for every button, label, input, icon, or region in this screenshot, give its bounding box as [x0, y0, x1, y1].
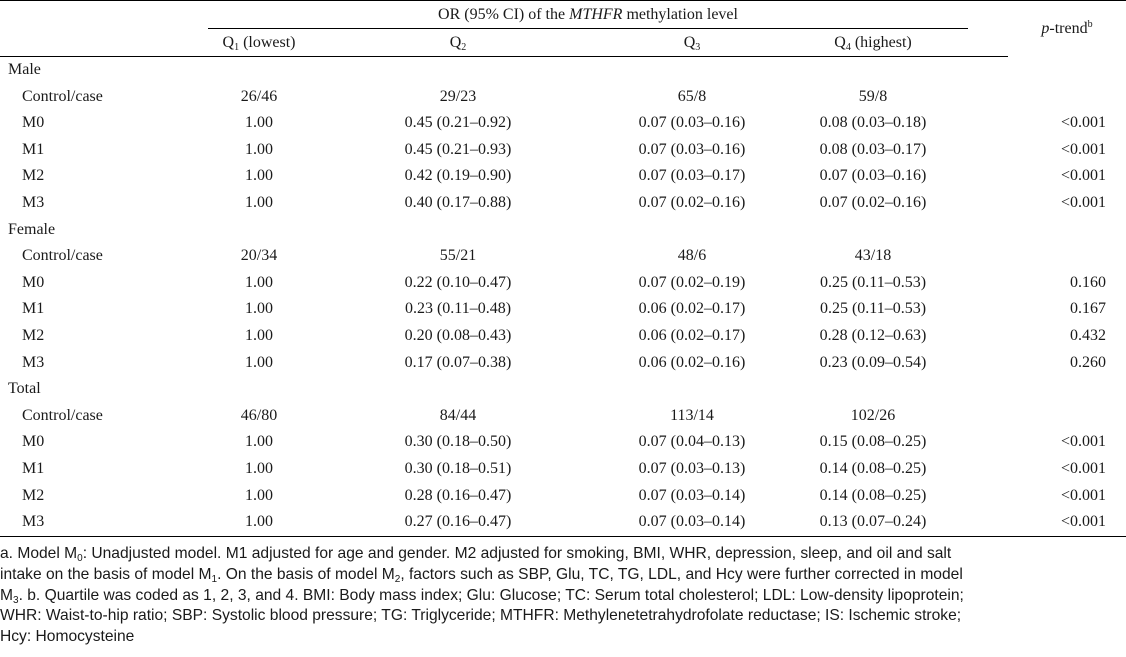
control-case-row: Control/case 26/46 29/23 65/8 59/8 — [22, 87, 888, 105]
table-row: M3 1.00 0.40 (0.17–0.88) 0.07 (0.02–0.16) 0.07 (0.02–0.16) <0.001 — [22, 193, 1106, 211]
q3-header: $Q_3$ — [606, 29, 778, 57]
table-row: M2 1.00 0.20 (0.08–0.43) 0.06 (0.02–0.17) 0.28 (0.12–0.63) 0.432 — [22, 326, 1106, 344]
group-row-total — [0, 376, 1126, 403]
group-row-female — [0, 217, 1126, 244]
group-label: Total — [8, 380, 41, 398]
table-row: M0 1.00 0.30 (0.18–0.50) 0.07 (0.04–0.13) 0.15 (0.08–0.25) <0.001 — [22, 433, 1106, 451]
group-row-male — [0, 57, 1126, 84]
table-row: M2 1.00 0.28 (0.16–0.47) 0.07 (0.03–0.14) 0.14 (0.08–0.25) <0.001 — [22, 486, 1106, 504]
table-row: M2 1.00 0.42 (0.19–0.90) 0.07 (0.03–0.17) 0.07 (0.03–0.16) <0.001 — [22, 167, 1106, 185]
table-row: M0 1.00 0.45 (0.21–0.92) 0.07 (0.03–0.16) 0.08 (0.03–0.18) <0.001 — [22, 114, 1106, 132]
table-row: M0 1.00 0.22 (0.10–0.47) 0.07 (0.02–0.19) 0.25 (0.11–0.53) 0.160 — [22, 273, 1106, 291]
table-footnote — [0, 544, 1126, 648]
table-row: M3 1.00 0.27 (0.16–0.47) 0.07 (0.03–0.14) 0.13 (0.07–0.24) <0.001 — [0, 509, 1126, 536]
group-label: Female — [8, 220, 56, 238]
footnote-line: $M_3$. b. Quartile was coded as 1, 2, 3, and 4. BMI: Body mass index; Glu: Glucose; TC: Serum total cholesterol; LDL: Low-density lipoprotein; — [0, 586, 964, 606]
table-body — [0, 57, 1126, 537]
table-row: M1 1.00 0.45 (0.21–0.93) 0.07 (0.03–0.16) 0.08 (0.03–0.17) <0.001 — [22, 140, 1106, 158]
footnote-line: intake on the basis of model $M_1$. On the basis of model $M_2$, factors such as SBP, Glu, TC, TG, LDL, and Hcy were further corrected in model — [0, 565, 963, 585]
q4-header: $Q_4$ (highest) — [778, 29, 968, 57]
table-row: M1 1.00 0.23 (0.11–0.48) 0.06 (0.02–0.17) 0.25 (0.11–0.53) 0.167 — [22, 300, 1106, 318]
q1-header: $Q_1$ (lowest) — [208, 29, 310, 57]
control-case-row: Control/case 20/34 55/21 48/6 43/18 — [22, 247, 892, 265]
control-case-row: Control/case 46/80 84/44 113/14 102/26 — [22, 406, 896, 424]
table-header — [0, 1, 1126, 57]
group-label: Male — [8, 61, 41, 78]
table-row: M3 1.00 0.17 (0.07–0.38) 0.06 (0.02–0.16) 0.23 (0.09–0.54) 0.260 — [22, 353, 1106, 371]
footnote-line: a. Model $M_0$: Unadjusted model. M1 adjusted for age and gender. M2 adjusted for smoking, BMI, WHR, depression, sleep, and oil and salt — [0, 545, 952, 564]
gene-name: MTHFR — [569, 6, 623, 23]
footnote-line: Hcy: Homocysteine — [0, 628, 135, 646]
table-row: M1 1.00 0.30 (0.18–0.51) 0.07 (0.03–0.13) 0.14 (0.08–0.25) <0.001 — [22, 459, 1106, 477]
span-header: OR (95% CI) of the MTHFR methylation level — [208, 2, 968, 29]
p-trend-header: p-trend$^b$ — [1041, 19, 1093, 38]
q2-header: $Q_2$ — [310, 29, 606, 57]
footnote-line: WHR: Waist-to-hip ratio; SBP: Systolic blood pressure; TG: Triglyceride; MTHFR: Methylenetetrahydrofolate reductase; IS: Ischemic stroke; — [0, 607, 962, 625]
